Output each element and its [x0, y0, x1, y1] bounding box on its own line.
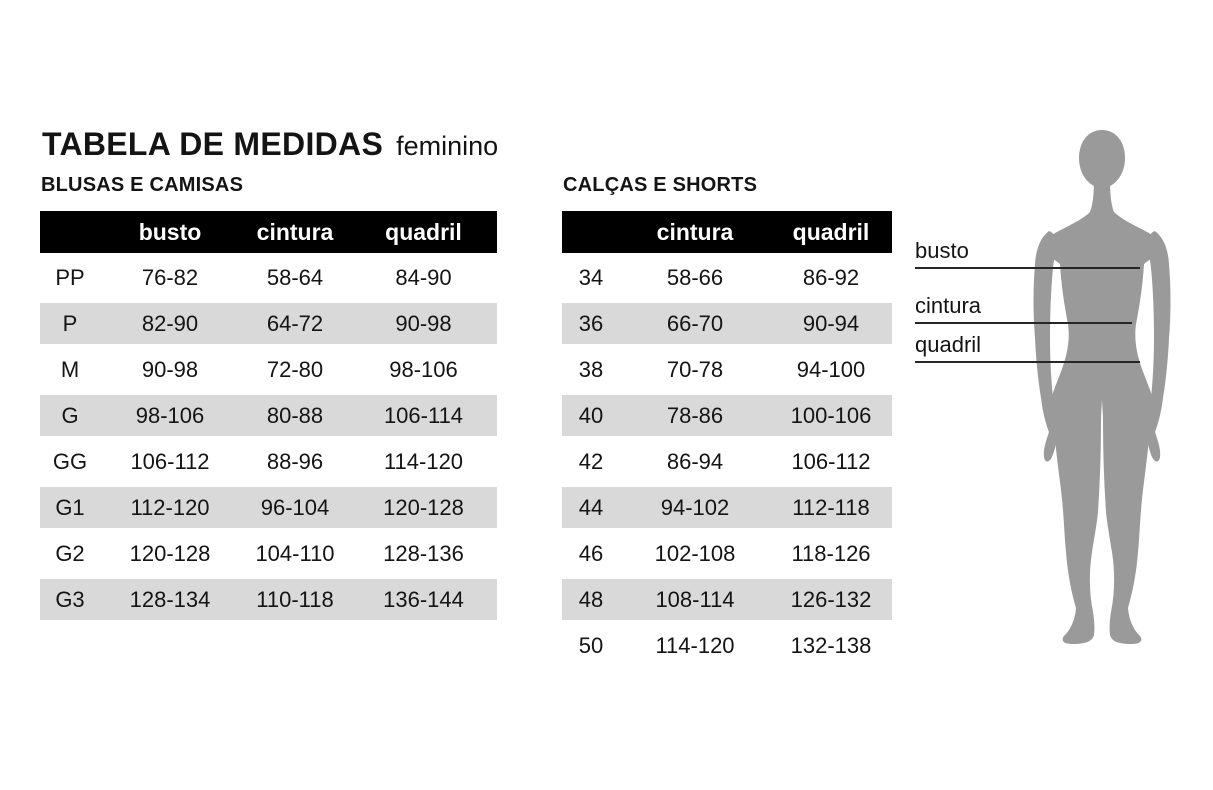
cell-busto: 82-90 [141, 310, 199, 336]
table-row [40, 579, 497, 620]
quadril-measure-label: quadril [915, 332, 1140, 363]
cell-size: 46 [578, 540, 604, 566]
cell-size: 36 [578, 310, 604, 336]
cell-quadril: 118-126 [791, 540, 871, 566]
cell-size: 38 [578, 356, 604, 382]
cell-quadril: 132-138 [790, 632, 872, 658]
table-row [562, 487, 892, 528]
calcas-table-body [562, 253, 892, 666]
cell-busto: 128-134 [129, 586, 211, 612]
table-row [562, 441, 892, 482]
cell-quadril: 90-98 [395, 310, 452, 336]
cell-busto: 120-128 [129, 540, 211, 566]
cell-quadril: 114-120 [383, 448, 464, 474]
cell-quadril: 120-128 [383, 494, 464, 520]
table-row [40, 395, 497, 436]
table-row [40, 257, 497, 298]
page-title: TABELA DE MEDIDAS [42, 126, 384, 162]
cell-busto: 106-112 [130, 448, 210, 474]
blusas-col-quadril: quadril [385, 218, 462, 245]
page-subtitle: feminino [396, 131, 499, 161]
cell-busto: 76-82 [141, 264, 199, 290]
cell-size: PP [55, 264, 85, 290]
table-row [562, 579, 892, 620]
blusas-col-busto: busto [138, 218, 202, 245]
cell-size: 40 [578, 402, 604, 428]
cell-cintura: 72-80 [266, 356, 324, 382]
cell-size: M [60, 356, 80, 382]
cell-cintura: 102-108 [654, 540, 736, 566]
cell-quadril: 90-94 [802, 310, 860, 336]
cell-quadril: 136-144 [383, 586, 464, 612]
cell-cintura: 94-102 [660, 494, 730, 520]
cintura-measure-label: cintura [915, 293, 1132, 324]
calcas-header-row [562, 211, 892, 253]
cell-size: GG [52, 448, 88, 474]
table-row [562, 625, 892, 666]
cell-quadril: 86-92 [802, 264, 860, 290]
table-row [40, 533, 497, 574]
blusas-header-row [40, 211, 497, 253]
cell-cintura: 58-66 [666, 264, 724, 290]
cell-quadril: 128-136 [383, 540, 464, 566]
cell-size: G2 [55, 540, 85, 566]
cell-size: G [61, 402, 79, 428]
cell-quadril: 126-132 [790, 586, 872, 612]
blusas-heading: BLUSAS E CAMISAS [41, 174, 244, 196]
page-header [42, 126, 498, 163]
cell-cintura: 104-110 [255, 540, 335, 566]
table-row [562, 349, 892, 390]
table-row [562, 395, 892, 436]
cell-cintura: 70-78 [666, 356, 724, 382]
table-row [40, 441, 497, 482]
cell-size: 50 [578, 632, 604, 658]
cell-quadril: 94-100 [796, 356, 866, 382]
cell-quadril: 106-112 [791, 448, 871, 474]
table-row [562, 533, 892, 574]
cell-cintura: 88-96 [266, 448, 324, 474]
cell-size: G1 [55, 494, 85, 520]
calcas-col-quadril: quadril [792, 218, 870, 245]
table-row [40, 487, 497, 528]
cell-quadril: 84-90 [395, 264, 452, 290]
cell-size: P [62, 310, 78, 336]
cell-busto: 90-98 [141, 356, 199, 382]
cell-cintura: 58-64 [266, 264, 324, 290]
cell-cintura: 110-118 [256, 586, 334, 612]
calcas-col-cintura: cintura [656, 218, 734, 245]
table-row [40, 349, 497, 390]
blusas-table-body [40, 253, 497, 620]
cell-cintura: 96-104 [260, 494, 330, 520]
cell-cintura: 86-94 [666, 448, 724, 474]
cell-quadril: 98-106 [389, 356, 458, 382]
cell-cintura: 80-88 [266, 402, 324, 428]
cell-size: G3 [55, 586, 85, 612]
cell-busto: 112-120 [130, 494, 210, 520]
female-body-silhouette [1022, 122, 1182, 652]
cell-quadril: 106-114 [383, 402, 464, 428]
calcas-heading: CALÇAS E SHORTS [563, 174, 758, 196]
table-row [40, 303, 497, 344]
cell-size: 44 [578, 494, 604, 520]
cell-cintura: 64-72 [266, 310, 324, 336]
cell-cintura: 78-86 [666, 402, 724, 428]
cell-size: 48 [578, 586, 604, 612]
silhouette-right-arm [1145, 231, 1171, 462]
cell-size: 34 [578, 264, 604, 290]
cell-cintura: 114-120 [655, 632, 735, 658]
blusas-col-cintura: cintura [256, 218, 334, 245]
cell-cintura: 66-70 [666, 310, 724, 336]
cell-cintura: 108-114 [655, 586, 735, 612]
cell-busto: 98-106 [135, 402, 205, 428]
blusas-table-section [40, 174, 497, 620]
busto-measure-label: busto [915, 238, 1140, 269]
cell-quadril: 112-118 [792, 494, 870, 520]
cell-quadril: 100-106 [790, 402, 872, 428]
table-row [562, 257, 892, 298]
table-row [562, 303, 892, 344]
cell-size: 42 [578, 448, 604, 474]
calcas-table-section [562, 174, 892, 666]
